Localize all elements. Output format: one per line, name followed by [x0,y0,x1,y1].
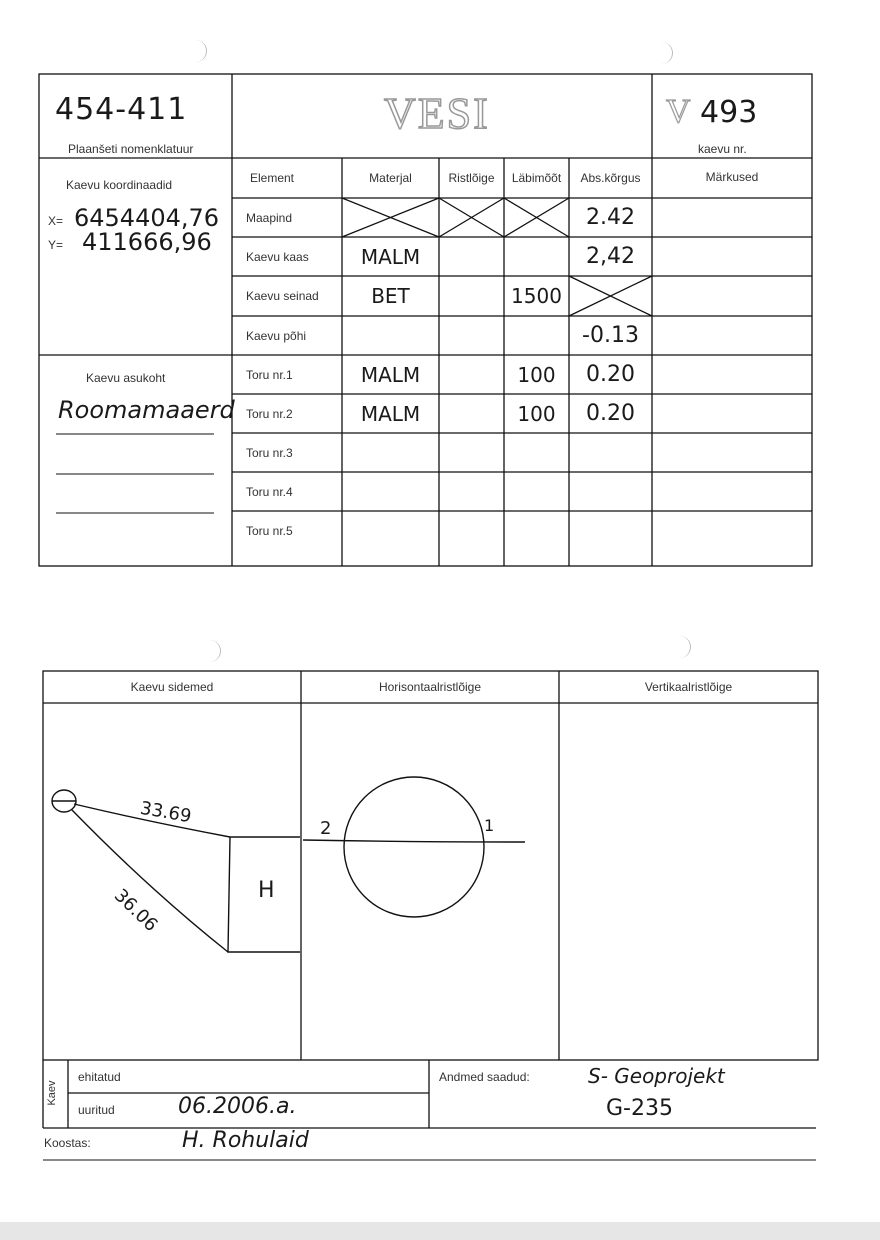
material-value: BET [371,284,410,308]
header-abs-height: Abs.kõrgus [580,171,641,185]
pipe-number-label: 1 [484,816,495,835]
x-label: X= [48,214,64,228]
well-number-digits: 493 [700,95,758,130]
material-value: MALM [360,362,421,387]
building-label: H [258,878,275,903]
nomenclature-value: 454-411 [55,92,188,127]
header-remarks: Märkused [705,170,759,184]
header-cross-section: Ristlõige [448,171,495,185]
abs-height-value: 0.20 [586,362,635,387]
diameter-value: 1500 [511,284,562,308]
surveyed-label: uuritud [78,1103,115,1117]
distance-label: 33.69 [138,797,193,828]
y-label: Y= [48,238,64,252]
row-element-label: Toru nr.5 [246,524,293,538]
well-number-prefix: V [666,93,691,130]
row-element-label: Toru nr.1 [246,368,293,382]
surveyed-date: 06.2006.a. [178,1094,297,1119]
abs-height-value: 0.20 [586,401,635,426]
col-horizontal-label: Horisontaalristlõige [378,680,482,694]
material-value: MALM [360,244,421,269]
header-element: Element [249,171,295,185]
col-vertical-label: Vertikaalristlõige [644,680,733,694]
abs-height-value: 2.42 [586,205,635,230]
kaev-label: Kaev [46,1080,58,1106]
row-element-label: Toru nr.3 [246,446,293,460]
nomenclature-label: Plaanšeti nomenklatuur [68,142,194,156]
row-element-label: Kaevu seinad [246,289,319,303]
well-number-label: kaevu nr. [698,142,747,156]
x-coordinate-value: 6454404,76 [74,204,220,232]
data-received-source: S- Geoprojekt [588,1064,725,1088]
data-received-label: Andmed saadud: [439,1070,530,1084]
built-label: ehitatud [78,1070,121,1084]
compiled-label: Koostas: [44,1136,91,1150]
scan-edge [0,1222,880,1240]
row-element-label: Kaevu kaas [246,250,309,264]
row-element-label: Kaevu põhi [246,329,307,343]
diameter-value: 100 [517,362,556,387]
row-element-label: Toru nr.4 [246,485,293,499]
horizontal-section-sketch [303,777,525,917]
location-label: Kaevu asukoht [86,371,166,385]
abs-height-value: 2,42 [586,244,635,269]
page-title: VESI [384,89,490,138]
y-coordinate-value: 411666,96 [82,228,212,256]
material-value: MALM [360,401,421,426]
row-element-label: Maapind [246,211,293,225]
location-value: Roomamaaerd [58,396,235,424]
data-received-code: G-235 [606,1096,673,1121]
header-material: Materjal [369,171,412,185]
distance-label: 36.06 [109,885,162,936]
well-number-value [666,92,757,131]
pipe-number-label: 2 [320,818,332,839]
col-connections-label: Kaevu sidemed [130,680,214,694]
row-element-label: Toru nr.2 [246,407,293,421]
header-diameter: Läbimõõt [511,171,562,185]
diameter-value: 100 [517,401,556,426]
coords-label: Kaevu koordinaadid [66,178,173,192]
compiled-by: H. Rohulaid [182,1128,309,1153]
abs-height-value: -0.13 [582,323,639,348]
